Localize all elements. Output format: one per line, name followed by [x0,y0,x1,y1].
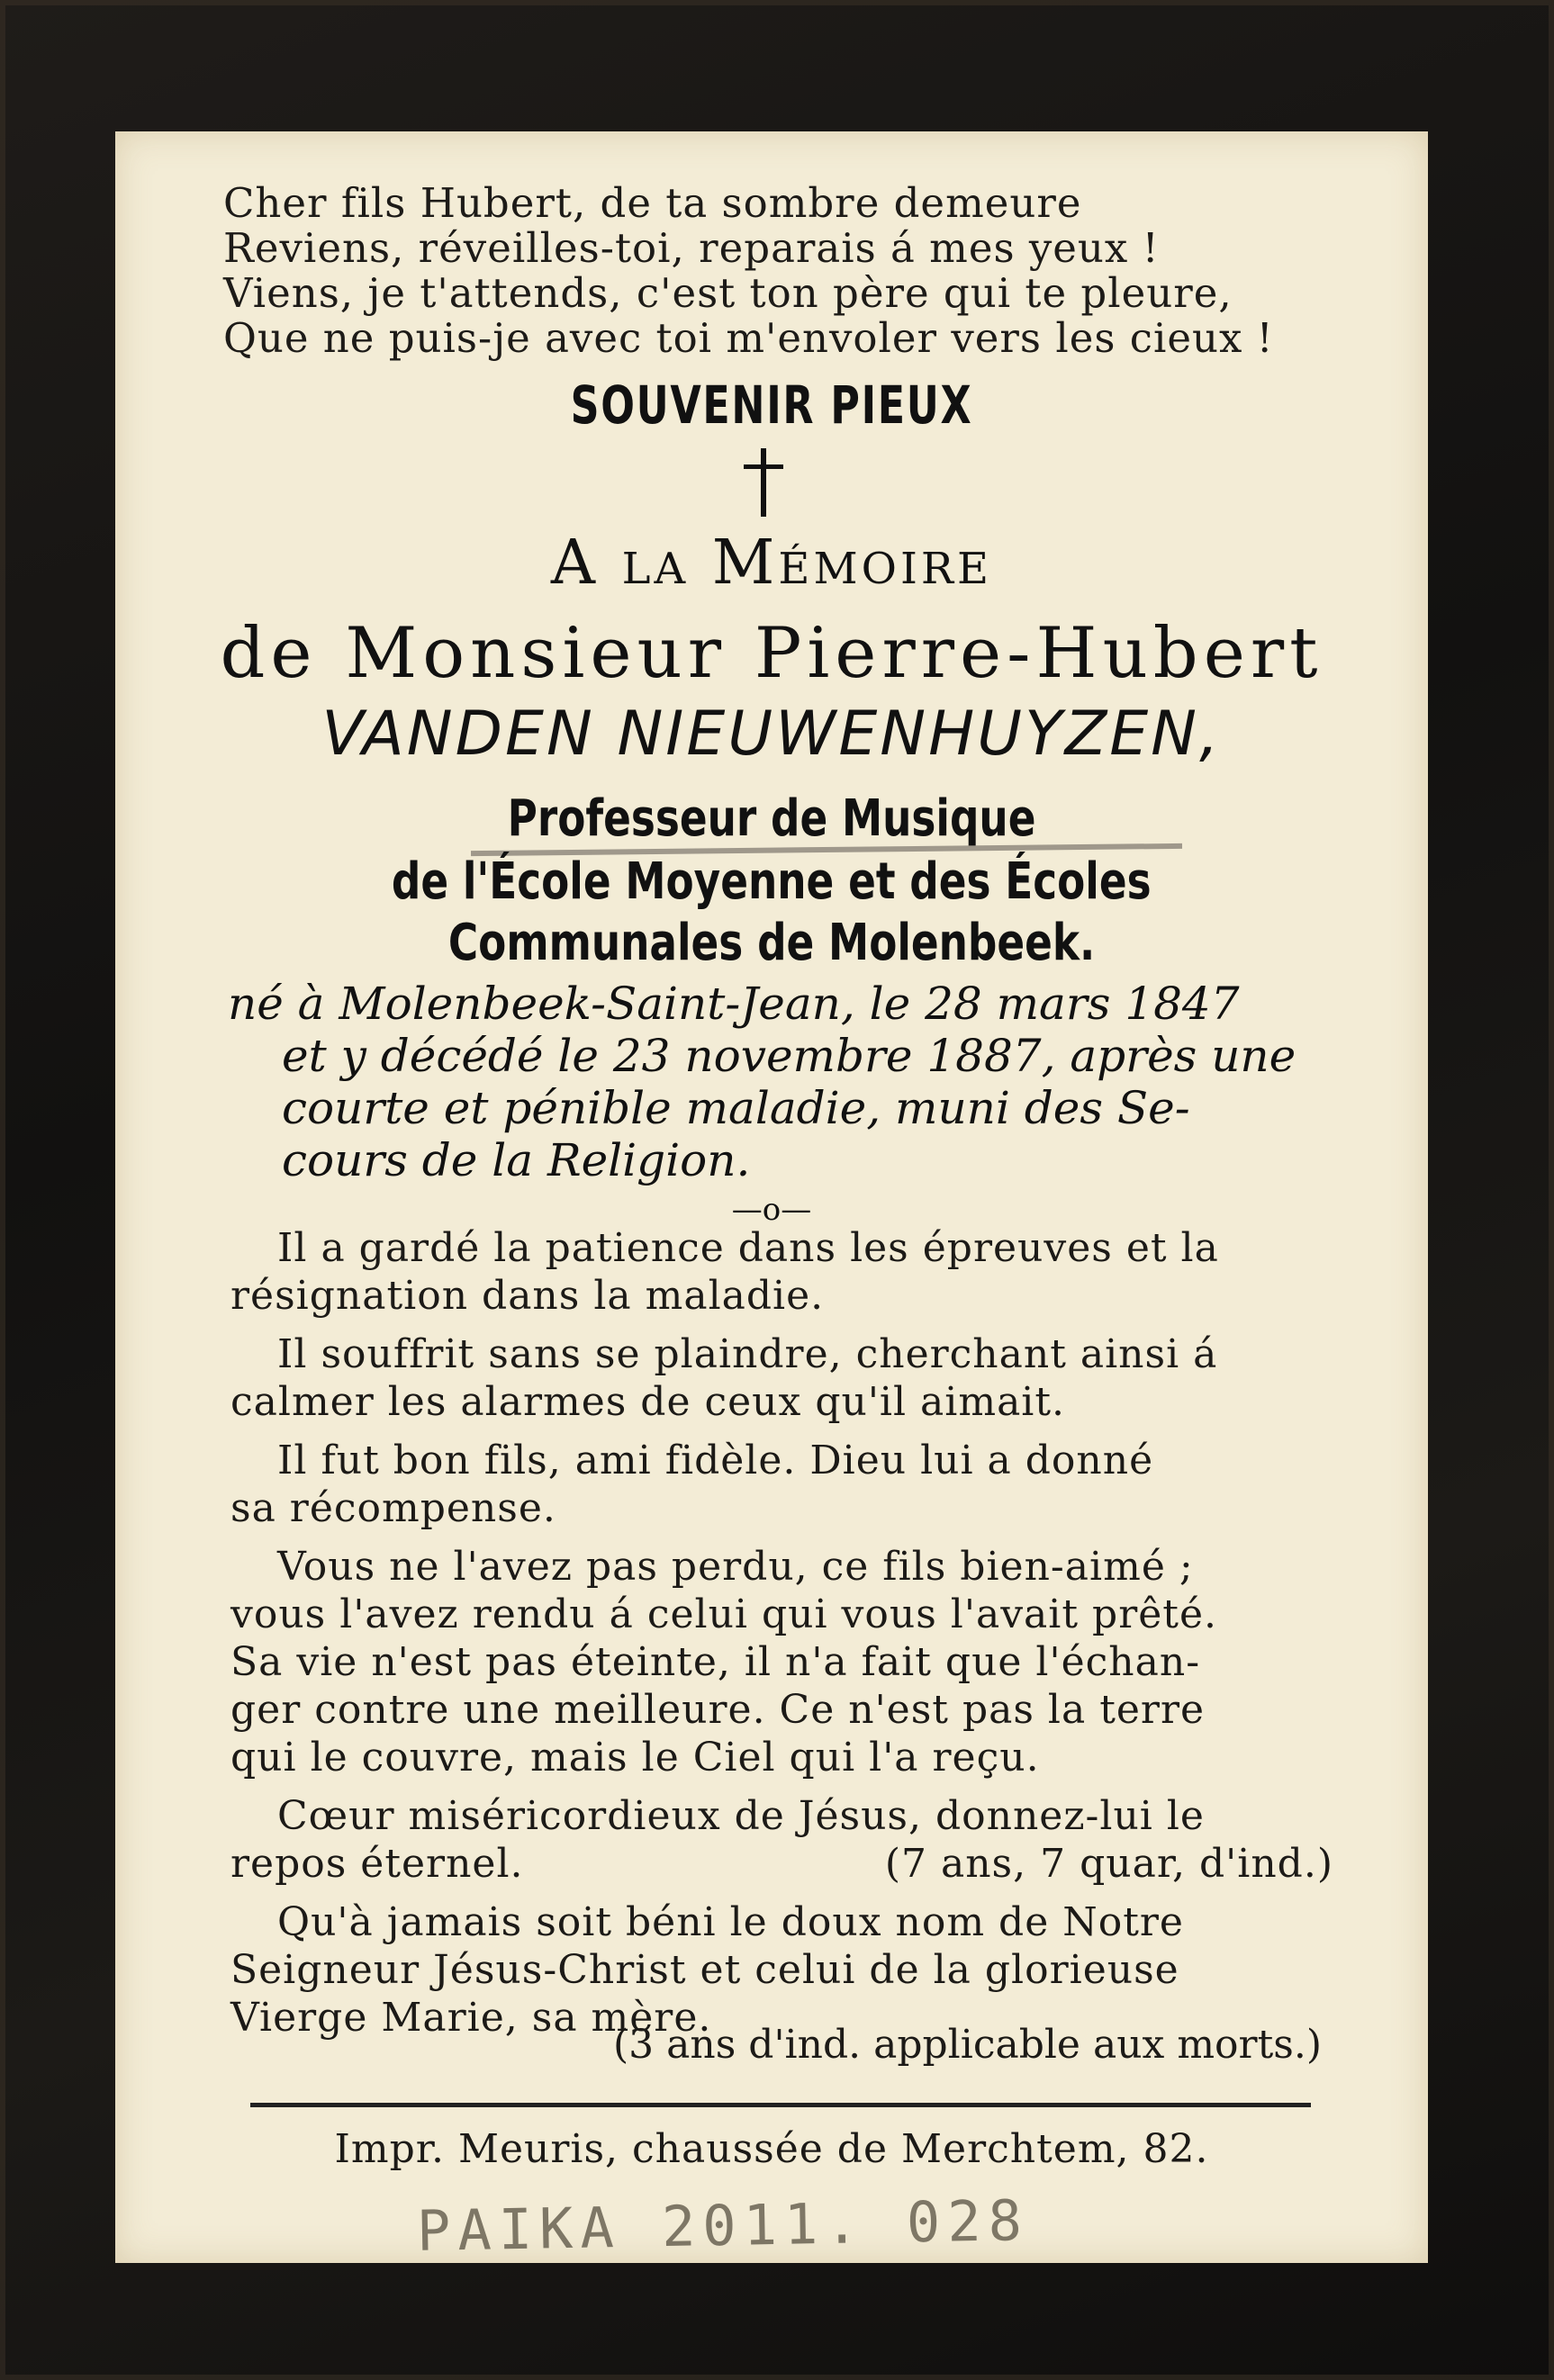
text-line: Cœur miséricordieux de Jésus, donnez-lui le [277,1793,1205,1839]
text-line: résignation dans la maladie. [230,1273,825,1319]
verse-line: Cher fils Hubert, de ta sombre demeure [223,179,1082,227]
profession-text: Communales de Molenbeek. [447,914,1096,972]
birth-line: né à Molenbeek-Saint-Jean, le 28 mars 1847 [228,978,1240,1030]
text-line: Vierge Marie, sa mère. [230,1995,712,2041]
repos-text: repos éternel. [230,1841,524,1887]
card-heading: SOUVENIR PIEUX [570,374,973,436]
profession-line [115,789,1428,850]
paragraph [230,1224,1333,1320]
birth-death-details [228,978,1335,1186]
divider-rule [250,2103,1311,2107]
paragraph [230,1330,1333,1426]
memorial-card [115,131,1428,2263]
paragraph [230,1437,1333,1532]
deceased-surname: VANDEN NIEUWENHUYZEN, [321,699,1222,770]
text-line: Qu'à jamais soit béni le doux nom de Notre [277,1899,1184,1945]
text-line: qui le couvre, mais le Ciel qui l'a reçu. [230,1735,1040,1780]
text-line: ger contre une meilleure. Ce n'est pas la terre [230,1687,1206,1733]
indulgence-note: (3 ans d'ind. applicable aux morts.) [613,2022,1322,2068]
paragraph [230,1792,1333,1888]
verse-line: Que ne puis-je avec toi m'envoler vers les cieux ! [223,314,1274,362]
deceased-name: de Monsieur Pierre-Hubert [220,613,1324,694]
memorial-text [230,1224,1333,2052]
birth-line: courte et pénible maladie, muni des Se- [282,1082,1190,1134]
separator: —o— [731,1192,812,1228]
memory-title: A la Mémoire [550,527,993,599]
text-line: Sa vie n'est pas éteinte, il n'a fait que l'échan- [230,1639,1201,1685]
profession-line [115,913,1428,974]
profession-text: Professeur de Musique [507,789,1036,848]
text-line: Vous ne l'avez pas perdu, ce fils bien-aimé ; [277,1544,1194,1590]
text-line: sa récompense. [230,1485,556,1531]
text-line: Il a gardé la patience dans les épreuves et la [277,1225,1219,1271]
birth-line: et y décédé le 23 novembre 1887, après une [282,1030,1297,1082]
verse-line: Viens, je t'attends, c'est ton père qui te pleure, [223,269,1233,317]
text-line: Il fut bon fils, ami fidèle. Dieu lui a donné [277,1438,1154,1483]
text-line [230,1840,1333,1888]
profession-text: de l'École Moyenne et des Écoles [392,852,1152,911]
text-line: calmer les alarmes de ceux qu'il aimait. [230,1379,1066,1425]
text-line: Il souffrit sans se plaindre, cherchant ainsi á [277,1331,1218,1377]
indulgence-note: (7 ans, 7 quar, d'ind.) [884,1841,1333,1887]
cross-icon [736,446,791,518]
text-line: vous l'avez rendu á celui qui vous l'avait prêté. [230,1591,1217,1637]
birth-line: cours de la Religion. [282,1134,751,1186]
paragraph [230,1543,1333,1781]
opening-verse [223,181,1331,361]
profession-line [115,852,1428,913]
archive-handwritten-mark: PAIKA 2011. 028 [416,2187,1030,2264]
verse-line: Reviens, réveilles-toi, reparais á mes yeux ! [223,224,1160,272]
printer-imprint: Impr. Meuris, chaussée de Merchtem, 82. [334,2126,1209,2172]
text-line: Seigneur Jésus-Christ et celui de la glorieuse [230,1947,1179,1993]
paragraph [230,1898,1333,2042]
